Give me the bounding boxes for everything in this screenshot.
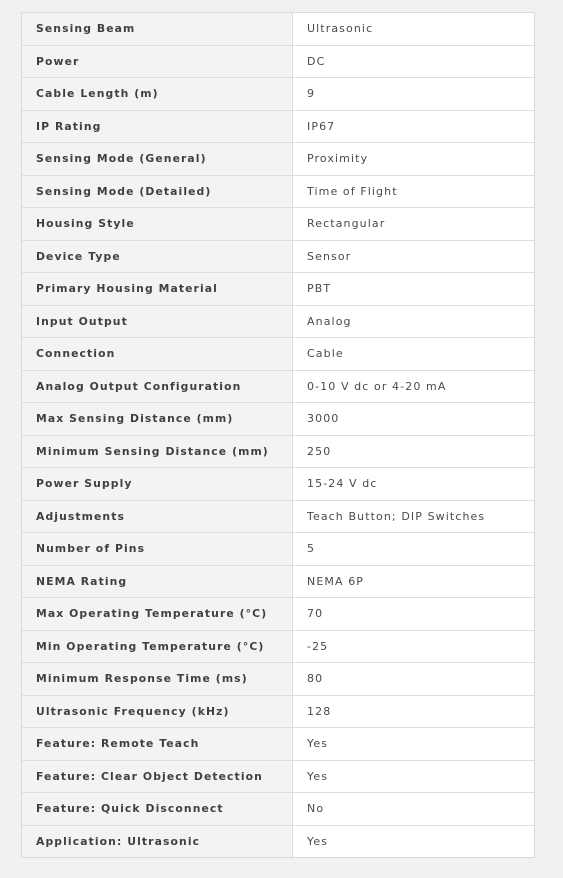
spec-label: Application: Ultrasonic — [22, 825, 293, 857]
spec-label: Feature: Remote Teach — [22, 728, 293, 761]
spec-label: Housing Style — [22, 208, 293, 241]
spec-label: Device Type — [22, 240, 293, 273]
spec-value: Yes — [293, 825, 535, 857]
spec-row — [22, 825, 534, 857]
spec-value: 128 — [293, 695, 535, 728]
spec-label: Primary Housing Material — [22, 273, 293, 306]
spec-row — [22, 110, 534, 143]
spec-label: IP Rating — [22, 110, 293, 143]
spec-row — [22, 728, 534, 761]
spec-value: Cable — [293, 338, 535, 371]
spec-label: Power — [22, 45, 293, 78]
spec-value: Ultrasonic — [293, 13, 535, 45]
spec-row — [22, 78, 534, 111]
spec-label: Ultrasonic Frequency (kHz) — [22, 695, 293, 728]
spec-row — [22, 13, 534, 45]
spec-label: Feature: Quick Disconnect — [22, 793, 293, 826]
spec-row — [22, 45, 534, 78]
spec-value: No — [293, 793, 535, 826]
spec-value: PBT — [293, 273, 535, 306]
spec-row — [22, 468, 534, 501]
spec-value: 15-24 V dc — [293, 468, 535, 501]
spec-value: 3000 — [293, 403, 535, 436]
spec-value: 250 — [293, 435, 535, 468]
spec-value: 0-10 V dc or 4-20 mA — [293, 370, 535, 403]
spec-label: Analog Output Configuration — [22, 370, 293, 403]
spec-label: Adjustments — [22, 500, 293, 533]
spec-label: Minimum Sensing Distance (mm) — [22, 435, 293, 468]
spec-value: 80 — [293, 663, 535, 696]
spec-row — [22, 793, 534, 826]
spec-value: Proximity — [293, 143, 535, 176]
spec-row — [22, 533, 534, 566]
spec-label: Sensing Mode (Detailed) — [22, 175, 293, 208]
spec-row — [22, 435, 534, 468]
spec-label: Sensing Beam — [22, 13, 293, 45]
spec-label: Input Output — [22, 305, 293, 338]
spec-label: Connection — [22, 338, 293, 371]
spec-value: Sensor — [293, 240, 535, 273]
spec-value: Analog — [293, 305, 535, 338]
spec-label: Minimum Response Time (ms) — [22, 663, 293, 696]
spec-label: Number of Pins — [22, 533, 293, 566]
spec-row — [22, 663, 534, 696]
spec-label: Feature: Clear Object Detection — [22, 760, 293, 793]
spec-row — [22, 403, 534, 436]
spec-row — [22, 500, 534, 533]
spec-row — [22, 240, 534, 273]
spec-value: IP67 — [293, 110, 535, 143]
spec-value: Rectangular — [293, 208, 535, 241]
spec-row — [22, 370, 534, 403]
spec-value: DC — [293, 45, 535, 78]
spec-value: Time of Flight — [293, 175, 535, 208]
spec-row — [22, 175, 534, 208]
spec-value: -25 — [293, 630, 535, 663]
spec-label: Power Supply — [22, 468, 293, 501]
spec-row — [22, 208, 534, 241]
specifications-table-body — [22, 13, 534, 857]
spec-label: NEMA Rating — [22, 565, 293, 598]
spec-row — [22, 630, 534, 663]
spec-label: Cable Length (m) — [22, 78, 293, 111]
spec-row — [22, 565, 534, 598]
spec-row — [22, 273, 534, 306]
spec-label: Min Operating Temperature (°C) — [22, 630, 293, 663]
specifications-table — [22, 13, 534, 857]
spec-value: 70 — [293, 598, 535, 631]
spec-value: NEMA 6P — [293, 565, 535, 598]
spec-row — [22, 338, 534, 371]
spec-row — [22, 760, 534, 793]
spec-row — [22, 598, 534, 631]
spec-value: Teach Button; DIP Switches — [293, 500, 535, 533]
spec-value: Yes — [293, 728, 535, 761]
spec-label: Max Sensing Distance (mm) — [22, 403, 293, 436]
spec-value: 9 — [293, 78, 535, 111]
spec-row — [22, 695, 534, 728]
spec-label: Max Operating Temperature (°C) — [22, 598, 293, 631]
specifications-table-container — [21, 12, 535, 858]
spec-value: Yes — [293, 760, 535, 793]
spec-value: 5 — [293, 533, 535, 566]
spec-row — [22, 305, 534, 338]
spec-row — [22, 143, 534, 176]
spec-label: Sensing Mode (General) — [22, 143, 293, 176]
